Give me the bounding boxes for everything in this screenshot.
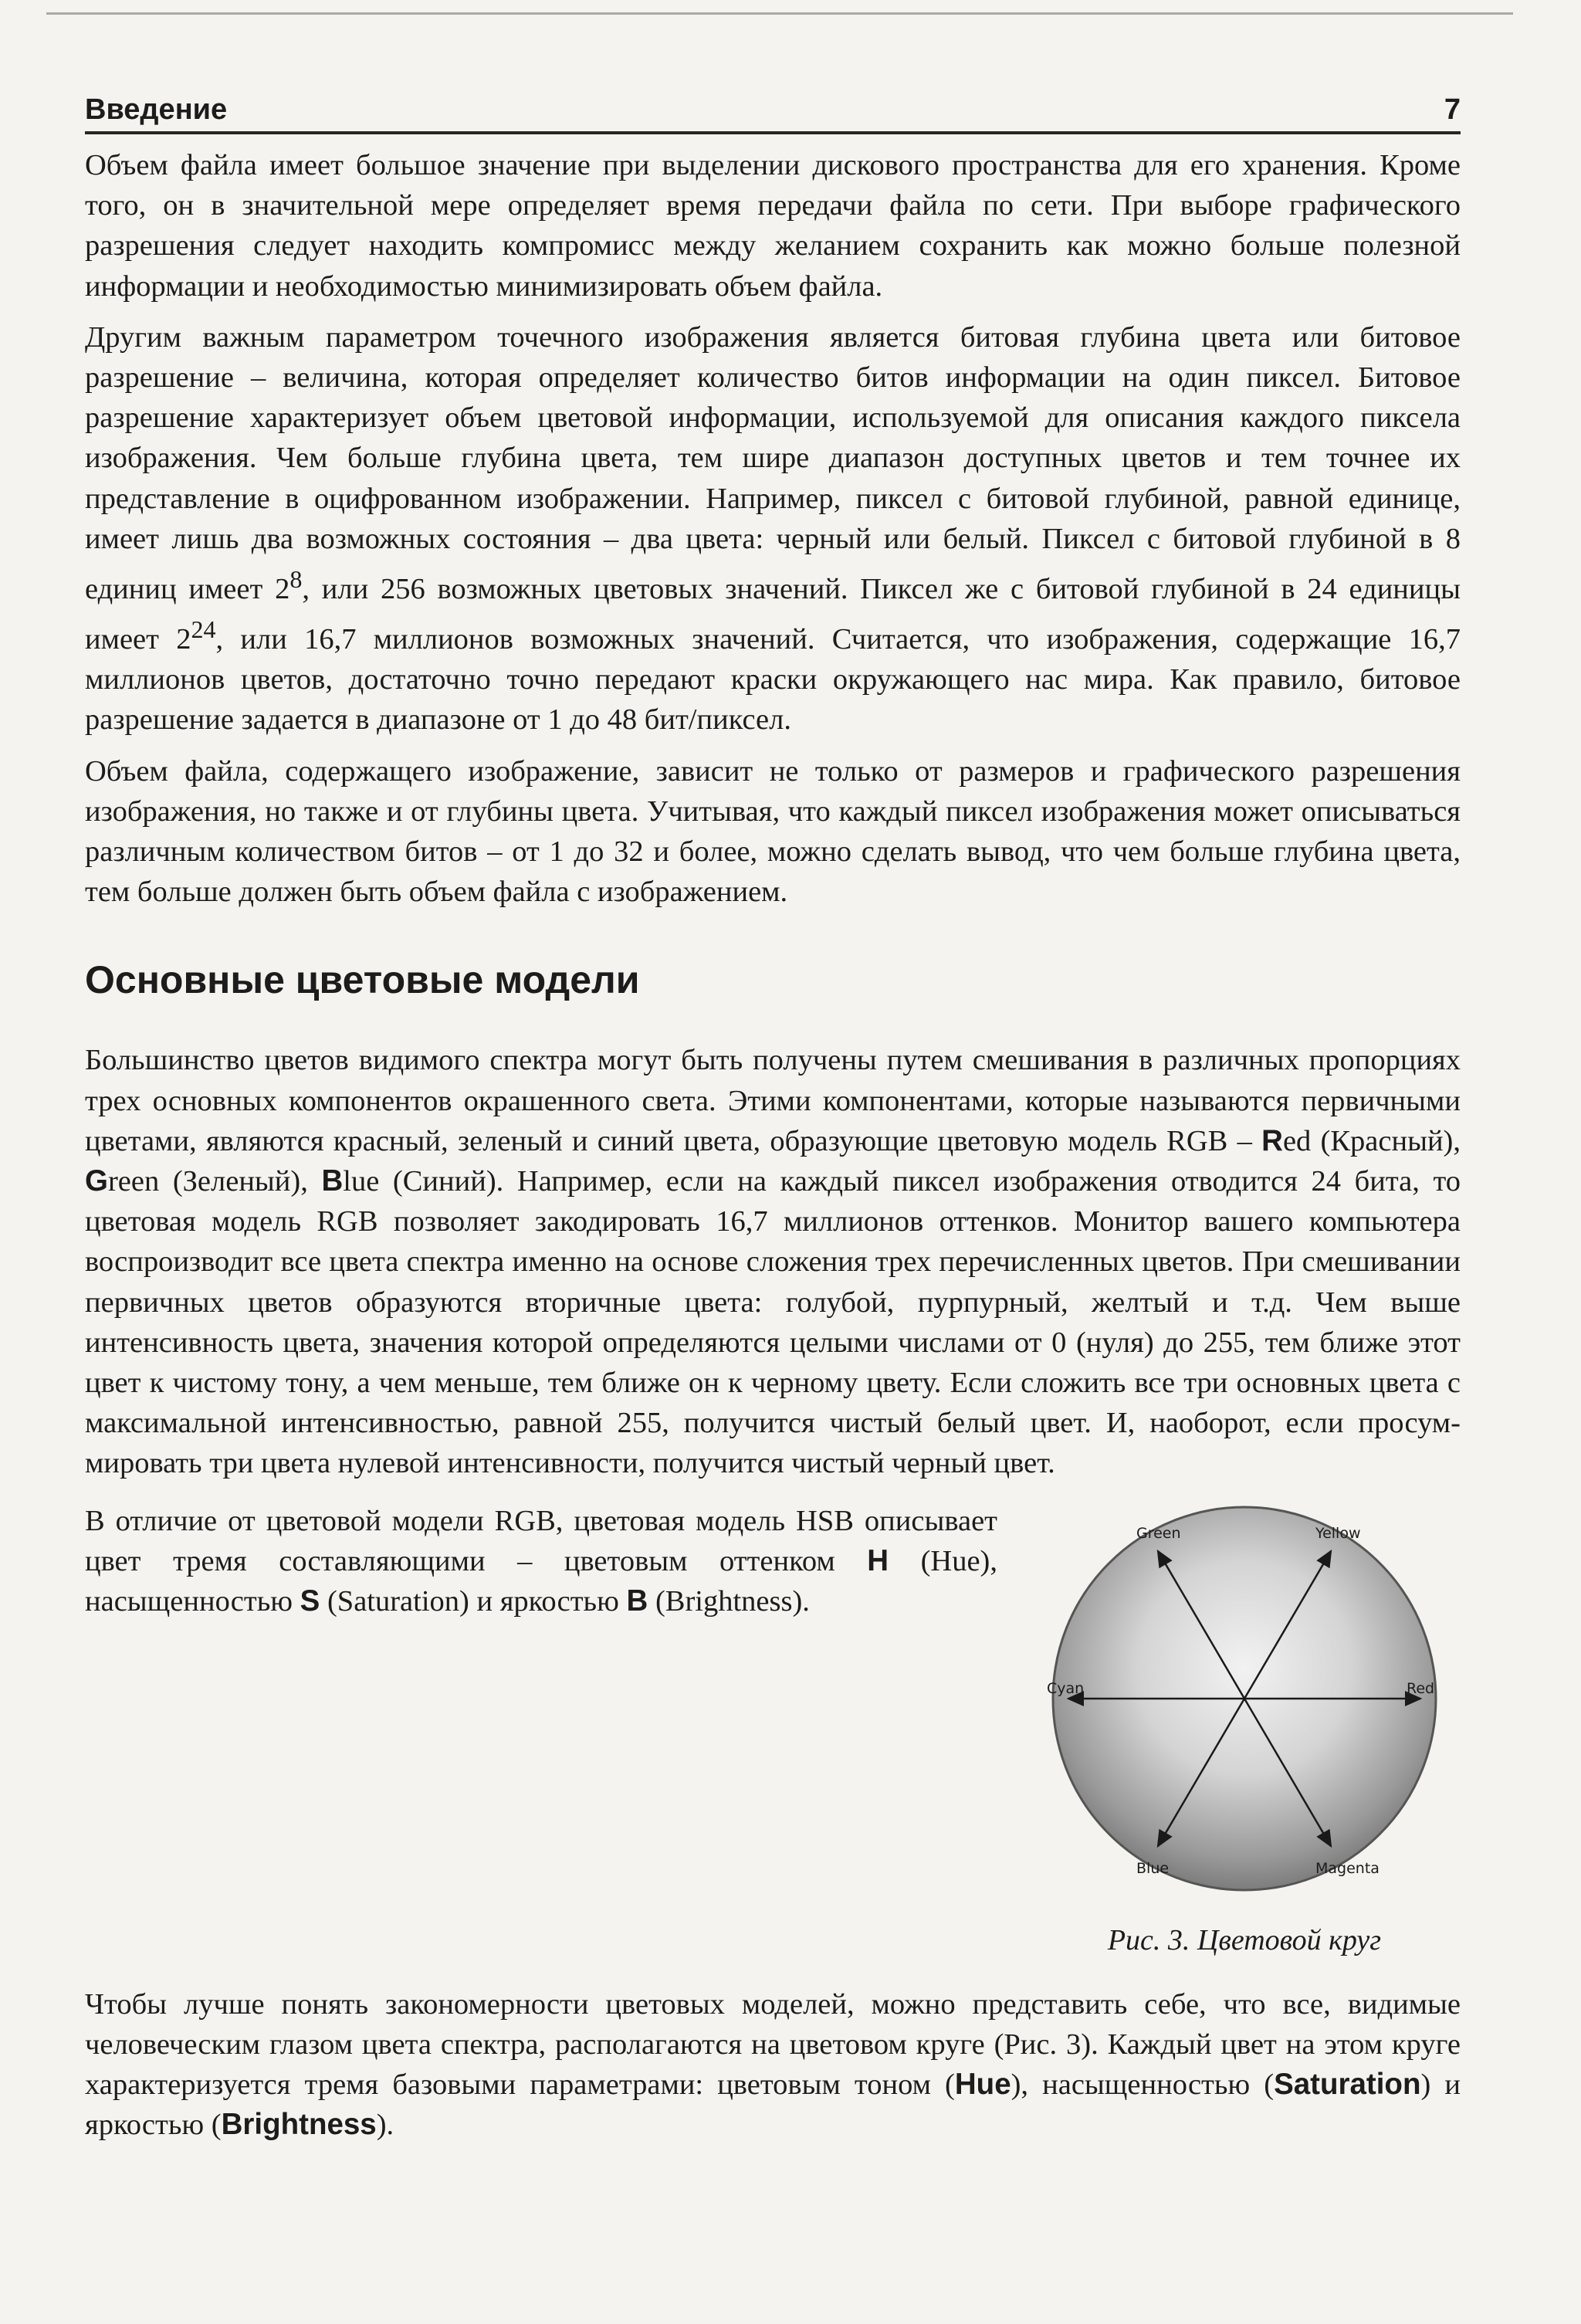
color-wheel-figure xyxy=(1028,1498,1461,1958)
color-wheel-diagram xyxy=(1044,1498,1445,1899)
label-green: Green xyxy=(1136,1524,1181,1542)
section-heading: Основные цветовые модели xyxy=(85,958,640,1002)
paragraph-rgb-model: Большинство цветов видимого спектра могут быть получены путем смешивания в различных пропорциях трех основных компонентов окрашенного света. Этими компонентами, которые называются первичными цветами, являются красный, зеленый и синий цвета, образующие цветовую модель RGB – Red (Красный), Green (Зеленый), Blue (Синий). Например, если на каждый пиксел изображения отводится 24 бита, то цветовая модель RGB позволяет закодировать 16,7 миллионов оттенков. Монитор вашего компьютера воспроизводит все цвета спектра именно на основе сложения трех перечисленных цветов. При смешивании первичных цветов образуются вторичные цвета: голубой, пурпурный, желтый и т.д. Чем выше интенсивность цвета, значения которой определяются целыми числами от 0 (нуля) до 255, тем ближе этот цвет к чистому тону, а чем меньше, тем ближе он к черному цвету. Если сложить все три основных цвета с максимальной интенсивностью, равной 255, получится чистый белый цвет. И, наоборот, если просуммировать три цвета нулевой интенсивности, получится чистый черный цвет. xyxy=(85,1044,1461,1480)
paragraph-file-size: Объем файла имеет большое значение при выделении дискового пространства для его хранения. Кроме того, он в значительной мере определяет время передачи файла по сети. При выборе графического разрешения следует находить компромисс между желанием сохранить как можно больше полезной информации и необходимостью минимизировать объем файла. xyxy=(85,149,1461,303)
paragraph-color-depth: Объем файла, содержащего изображение, зависит не только от размеров и графического разрешения изображения, но также и от глубины цвета. Учитывая, что каждый пиксел изображения может описываться различным количеством битов – от 1 до 32 и более, можно сделать вывод, что чем больше глубина цвета, тем больше должен быть объем файла с изображением. xyxy=(85,754,1461,909)
paragraph-hsb-model: В отличие от цветовой модели RGB, цветовая модель HSB описывает цвет тремя составляющими – цветовым оттенком H (Hue), насыщенностью S (Saturation) и яркостью B (Brightness). xyxy=(85,1504,997,1618)
label-blue: Blue xyxy=(1136,1859,1170,1877)
paragraph-bit-depth: Другим важным параметром точечного изображения является битовая глубина цвета или битовое разрешение – величина, которая определяет количество битов информации на один пиксел. Битовое разрешение характеризует объем цветовой информации, используемой для описания каждого пиксела изображения. Чем больше глубина цвета, тем шире диапазон доступных цветов и тем точнее их представление в оцифрованном изображении. Например, пиксел с битовой глубиной, равной единице, имеет лишь два возможных состояния – два цвета: черный или белый. Пиксел с битовой глубиной в 8 единиц имеет $2^8$, или 256 возможных цветовых значений. Пиксел же с битовой глубиной в 24 единицы имеет $2^{24}$, или 16,7 миллионов возможных значений. Считается, что изображения, содержащие 16,7 миллионов цветов, достаточно точно передают краски окружающего нас мира. Как правило, битовое разрешение задается в диапазоне от 1 до 48 бит/пиксел. xyxy=(85,320,1461,737)
paragraph-color-wheel: Чтобы лучше понять закономерности цветовых моделей, можно представить себе, что все, видимые человеческим глазом цвета спектра, располагаются на цветовом круге (Рис. 3). Каждый цвет на этом круге характеризуется тремя базовыми параметрами: цветовым тоном (Hue), насыщенностью (Saturation) и яркостью (Brightness). xyxy=(85,1987,1461,2142)
label-red: Red xyxy=(1407,1679,1435,1697)
top-border-line xyxy=(46,12,1513,15)
label-yellow: Yellow xyxy=(1315,1524,1361,1542)
figure-caption: Рис. 3. Цветовой круг xyxy=(1107,1923,1382,1956)
label-magenta: Magenta xyxy=(1315,1859,1380,1877)
book-page xyxy=(85,93,1461,2145)
label-cyan: Cyan xyxy=(1047,1679,1085,1697)
running-header-title: Введение xyxy=(85,93,228,126)
running-header xyxy=(85,93,1461,134)
page-number: 7 xyxy=(1444,93,1461,126)
